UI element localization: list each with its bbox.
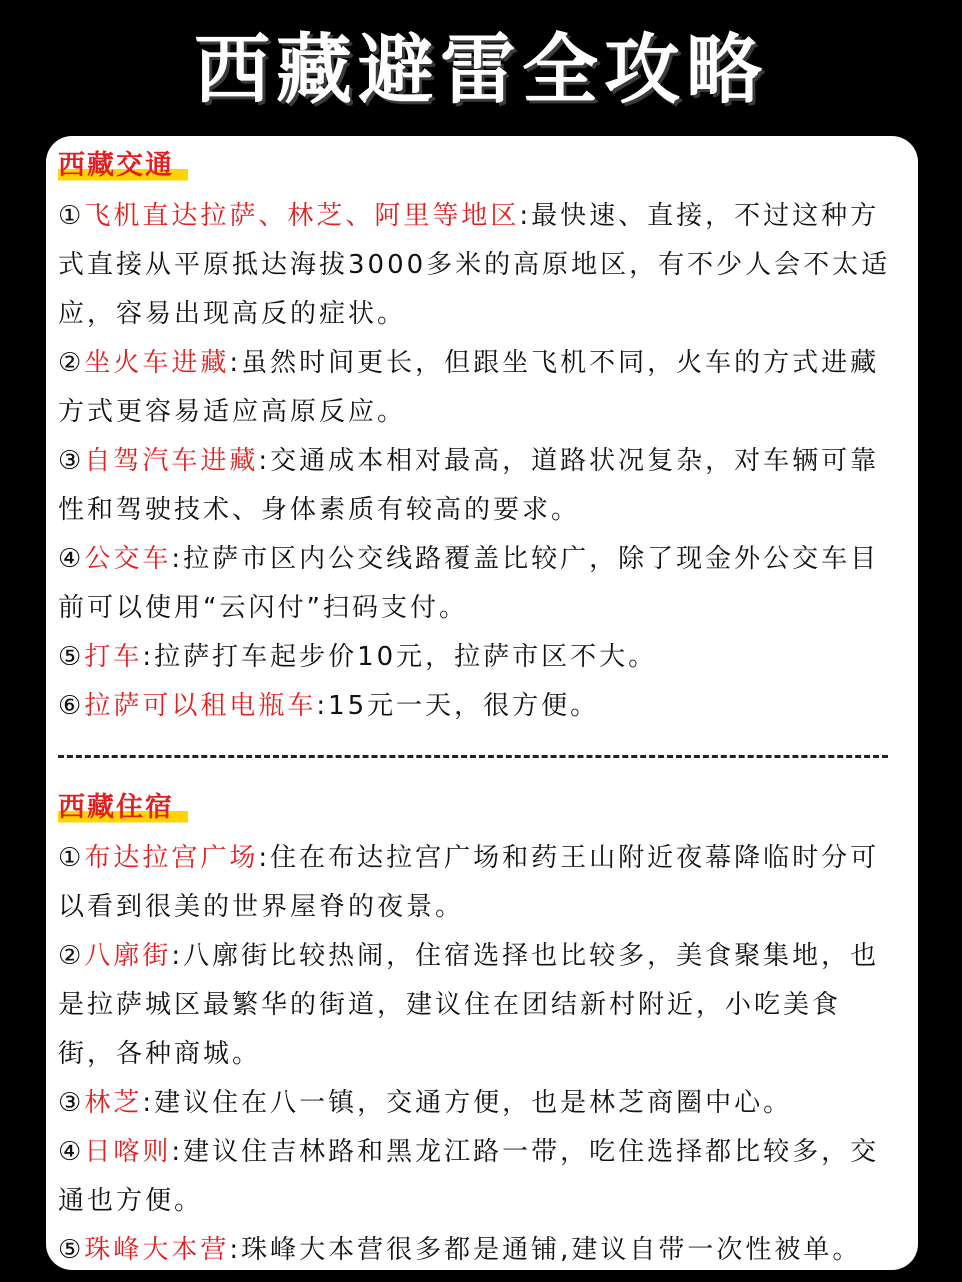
item-label: 飞机直达拉萨、林芝、阿里等地区 bbox=[84, 201, 520, 231]
item-text: :15元一天，很方便。 bbox=[316, 691, 600, 721]
list-item bbox=[58, 682, 898, 731]
list-item bbox=[58, 1128, 898, 1226]
section-transport bbox=[58, 146, 898, 731]
item-number: ④ bbox=[58, 1137, 85, 1167]
section-heading: 西藏住宿 bbox=[58, 788, 188, 828]
item-label: 自驾汽车进藏 bbox=[84, 446, 259, 476]
content-card bbox=[46, 136, 918, 1270]
item-number: ② bbox=[58, 941, 85, 971]
item-label: 打车 bbox=[84, 642, 143, 672]
list-item bbox=[58, 535, 898, 633]
section-lodging bbox=[58, 788, 898, 1275]
item-number: ② bbox=[58, 348, 85, 378]
item-number: ⑤ bbox=[58, 1235, 85, 1265]
item-text: :住在布达拉宫广场和药王山附近夜幕降临时分可以看到很美的世界屋脊的夜景。 bbox=[58, 843, 880, 922]
item-text: :建议住在八一镇，交通方便，也是林芝商圈中心。 bbox=[142, 1088, 793, 1118]
item-text: :八廓街比较热闹，住宿选择也比较多，美食聚集地，也是拉萨城区最繁华的街道，建议住在团结新村附近，小吃美食街，各种商城。 bbox=[58, 941, 880, 1069]
item-label: 珠峰大本营 bbox=[84, 1235, 230, 1265]
item-text: :珠峰大本营很多都是通铺,建议自带一次性被单。 bbox=[229, 1235, 862, 1265]
item-text: :拉萨打车起步价10元，拉萨市区不大。 bbox=[142, 642, 658, 672]
item-text: :拉萨市区内公交线路覆盖比较广，除了现金外公交车目前可以使用“云闪付”扫码支付。 bbox=[58, 544, 880, 623]
item-number: ③ bbox=[58, 1088, 85, 1118]
item-number: ① bbox=[58, 843, 85, 873]
list-item bbox=[58, 633, 898, 682]
item-text: :交通成本相对最高，道路状况复杂，对车辆可靠性和驾驶技术、身体素质有较高的要求。 bbox=[58, 446, 880, 525]
item-number: ⑤ bbox=[58, 642, 85, 672]
item-number: ④ bbox=[58, 544, 85, 574]
item-label: 布达拉宫广场 bbox=[84, 843, 259, 873]
item-number: ① bbox=[58, 201, 85, 231]
item-label: 公交车 bbox=[84, 544, 172, 574]
item-label: 日喀则 bbox=[84, 1137, 172, 1167]
item-text: :建议住吉林路和黑龙江路一带，吃住选择都比较多，交通也方便。 bbox=[58, 1137, 880, 1216]
item-number: ③ bbox=[58, 446, 85, 476]
item-number: ⑥ bbox=[58, 691, 85, 721]
page-title: 西藏避雷全攻略 bbox=[194, 25, 768, 114]
item-text: :虽然时间更长，但跟坐飞机不同，火车的方式进藏方式更容易适应高原反应。 bbox=[58, 348, 880, 427]
item-label: 林芝 bbox=[84, 1088, 143, 1118]
list-item bbox=[58, 192, 898, 339]
list-item bbox=[58, 339, 898, 437]
list-item bbox=[58, 1079, 898, 1128]
list-item bbox=[58, 932, 898, 1079]
list-item bbox=[58, 834, 898, 932]
item-label: 坐火车进藏 bbox=[84, 348, 230, 378]
dashed-divider bbox=[58, 755, 888, 758]
item-text: :最快速、直接，不过这种方式直接从平原抵达海拔3000多米的高原地区，有不少人会不太适应，容易出现高反的症状。 bbox=[58, 201, 891, 329]
item-label: 八廓街 bbox=[84, 941, 172, 971]
list-item bbox=[58, 1226, 898, 1275]
section-heading: 西藏交通 bbox=[58, 146, 188, 186]
item-label: 拉萨可以租电瓶车 bbox=[84, 691, 317, 721]
list-item bbox=[58, 437, 898, 535]
